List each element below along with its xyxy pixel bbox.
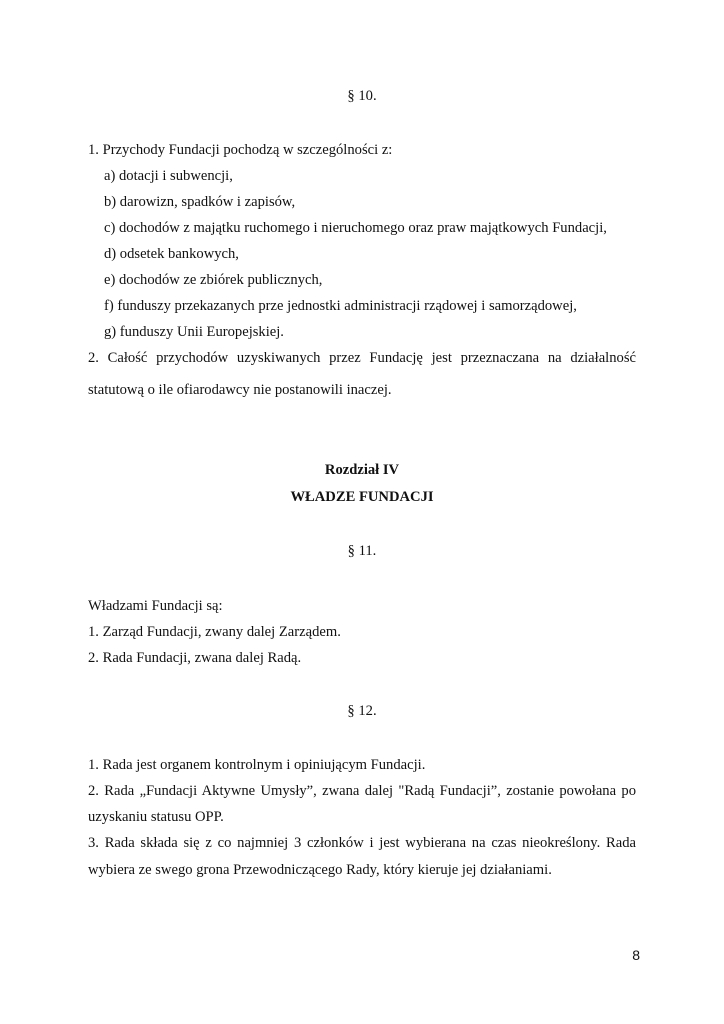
list-item: 1. Przychody Fundacji pochodzą w szczególności z: <box>88 142 393 158</box>
section-heading-11: § 11. <box>347 543 377 559</box>
chapter-number: Rozdział IV <box>324 462 400 478</box>
chapter-title: WŁADZE FUNDACJI <box>290 489 434 505</box>
list-item: g) funduszy Unii Europejskiej. <box>104 324 284 340</box>
list-item: e) dochodów ze zbiórek publicznych, <box>104 272 323 288</box>
list-item: c) dochodów z majątku ruchomego i nieruchomego oraz praw majątkowych Fundacji, <box>104 220 607 236</box>
list-item: a) dotacji i subwencji, <box>104 168 233 184</box>
list-item: d) odsetek bankowych, <box>104 246 239 262</box>
list-item: b) darowizn, spadków i zapisów, <box>104 194 296 210</box>
section-heading-10: § 10. <box>347 88 377 104</box>
list-item-continuation: statutową o ile ofiarodawcy nie postanowili inaczej. <box>88 382 392 398</box>
list-item: 1. Rada jest organem kontrolnym i opiniującym Fundacji. <box>88 757 426 773</box>
page-number: 8 <box>632 947 640 963</box>
list-item: 2. Rada Fundacji, zwana dalej Radą. <box>88 650 302 666</box>
list-item-continuation: wybiera ze swego grona Przewodniczącego Rady, który kieruje jej działaniami. <box>88 862 552 878</box>
list-item: f) funduszy przekazanych prze jednostki administracji rządowej i samorządowej, <box>104 298 577 314</box>
list-item: 2. Całość przychodów uzyskiwanych przez Fundację jest przeznaczana na działalność <box>88 350 636 366</box>
paragraph-intro: Władzami Fundacji są: <box>88 598 223 614</box>
list-item: 3. Rada składa się z co najmniej 3 członków i jest wybierana na czas nieokreślony. Rada <box>88 835 636 851</box>
list-item: 1. Zarząd Fundacji, zwany dalej Zarządem. <box>88 624 341 640</box>
list-item: 2. Rada „Fundacji Aktywne Umysły”, zwana dalej "Radą Fundacji”, zostanie powołana po <box>88 783 636 799</box>
list-item-continuation: uzyskaniu statusu OPP. <box>88 809 224 825</box>
section-heading-12: § 12. <box>347 703 377 719</box>
